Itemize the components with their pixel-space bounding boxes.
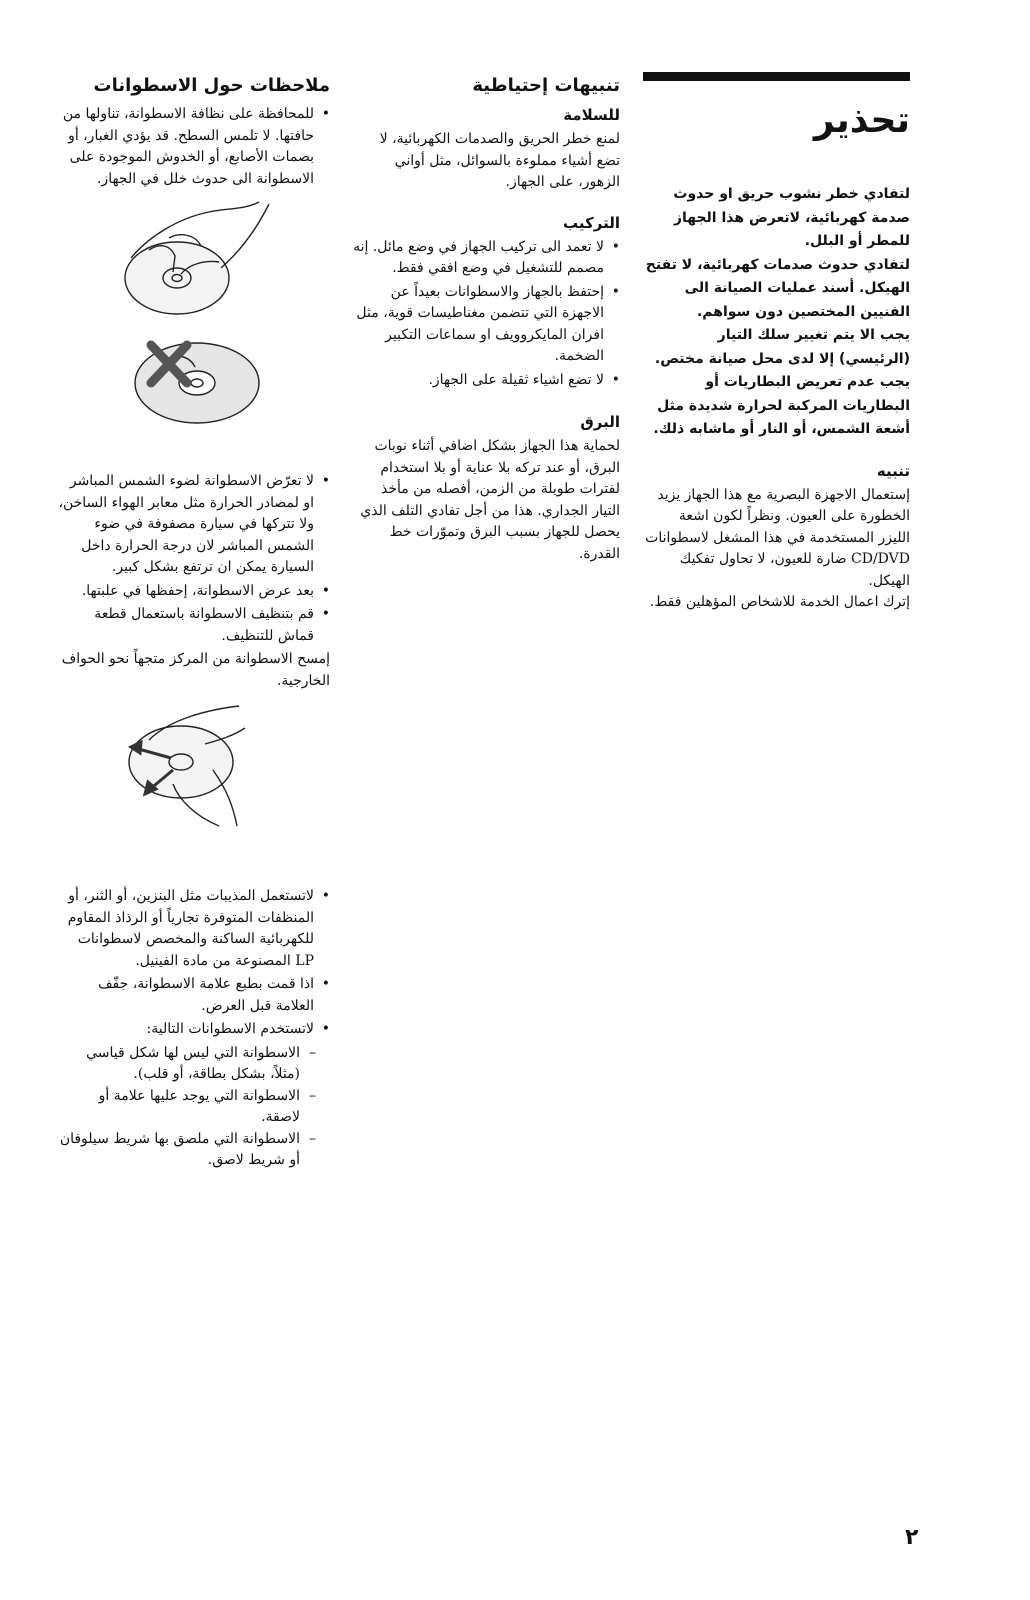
warning-column [643,72,910,614]
safety-heading: للسلامة [563,106,620,124]
list-item: • إحتفظ بالجهاز والاسطوانات بعيداً عن الاجهزة التي تتضمن مغناطيسات قوية، مثل افران المايكروويف او سماعات التكبير الضخمة. [352,282,620,368]
precautions-column [352,72,620,565]
caution-text-2: إترك اعمال الخدمة للاشخاص المؤهلين فقط. [649,594,910,610]
list-item: • لاتستعمل المذيبات مثل البنزين، أو الثنر، أو المنظفات المتوفرة تجارياً أو الرذاذ المقاوم للكهربائية الساكنة والمخصص لاسطوانات LP المصنوعة من مادة الفينيل. [58,886,330,972]
list-item: • لا تعمد الى تركيب الجهاز في وضع مائل. إنه مصمم للتشغيل في وضع افقي فقط. [352,237,620,280]
hold-disc-illustration [109,198,279,323]
installation-list [352,237,620,392]
disc-notes-list-a [58,104,330,190]
warning-line: لتفادي خطر نشوب حريق او حدوث صدمة كهربائية، لاتعرض هذا الجهاز للمطر أو البلل. [673,186,910,249]
top-rule [643,72,910,81]
list-item: • بعد عرض الاسطوانة، إحفظها في علبتها. [58,581,330,603]
disc-notes-sub-list [58,1043,330,1172]
disc-notes-list-b [58,471,330,647]
warning-line: يجب عدم تعريض البطاريات أو البطاريات المركبة لحرارة شديدة مثل أشعة الشمس، أو النار أو ماشابه ذلك. [653,374,910,437]
disc-notes-title: ملاحظات حول الاسطوانات [93,75,330,96]
installation-heading: التركيب [563,213,620,232]
list-item: • لا تضع اشياء ثقيلة على الجهاز. [352,370,620,392]
warning-bold-block [643,183,910,442]
precautions-title: تنبيهات إحتياطية [472,75,620,96]
lightning-text: لحماية هذا الجهاز بشكل اضافي أثناء نوبات البرق، أو عند تركه بلا عناية أو بلا استخدام لفترات طويلة من الزمن، أفصله من مأخذ التيار الجداري. هذا من أجل تفادي التلف الذي يحصل للجهاز بسبب البرق وتموّرات خط القدرة. [360,438,620,562]
caution-heading: تنبيه [876,461,910,480]
sub-list-item: – الاسطوانة التي ملصق بها شريط سيلوفان أو شريط لاصق. [58,1129,330,1172]
list-item: • اذا قمت بطبع علامة الاسطوانة، جفّف العلامة قبل العرض. [58,974,330,1017]
caution-text: إستعمال الاجهزة البصرية مع هذا الجهاز يزيد الخطورة على العيون. ونظراً لكون اشعة الليزر المستخدمة في هذا المشغل لاسطوانات CD/DVD ضارة للعيون، لا تحاول تفكيك الهيكل. [645,486,910,589]
page-number: ٢ [905,1525,919,1550]
list-item: • لا تعرّض الاسطوانة لضوء الشمس المباشر او لمصادر الحرارة مثل معابر الهواء الساخن، ولا تتركها في سيارة مصفوفة في ضوء الشمس المباشر لان درجة الحرارة داخل السيارة يمكن ان ترتفع بشكل كبير. [58,471,330,579]
warning-title: تحذير [813,100,910,141]
sub-list-item: – الاسطوانة التي ليس لها شكل قياسي (مثلاً، بشكل بطاقة، أو قلب). [58,1043,330,1086]
list-item: • قم بتنظيف الاسطوانة باستعمال قطعة قماش للتنظيف. [58,604,330,647]
warning-line: يجب الا يتم تغيير سلك التيار (الرئيسي) إلا لدى محل صيانة مختص. [654,327,910,367]
do-not-touch-illustration [109,331,279,431]
lightning-heading: البرق [580,413,620,431]
warning-line: لتفادي حدوث صدمات كهربائية، لا تفتح الهيكل. أسند عمليات الصيانة الى الفنيين المختصين دون سواهم. [645,256,910,320]
sub-list-item: – الاسطوانة التي يوجد عليها علامة أو لاصقة. [58,1086,330,1129]
wipe-text: إمسح الاسطوانة من المركز متجهاً نحو الحواف الخارجية. [61,651,330,689]
list-item: • للمحافظة على نظافة الاسطوانة، تناولها من حافتها. لا تلمس السطح. قد يؤدي الغبار، أو بصمات الأصابع، أو الخدوش الموجودة على الاسطوانة الى حدوث خلل في الجهاز. [58,104,330,190]
list-item: • لاتستخدم الاسطوانات التالية: [58,1019,330,1041]
disc-notes-list-c [58,886,330,1041]
disc-notes-column [58,72,330,1172]
wipe-disc-illustration [109,700,279,830]
safety-text: لمنع خطر الحريق والصدمات الكهربائية، لا تضع أشياء مملوءة بالسوائل، مثل أواني الزهور، على الجهاز. [379,131,620,190]
